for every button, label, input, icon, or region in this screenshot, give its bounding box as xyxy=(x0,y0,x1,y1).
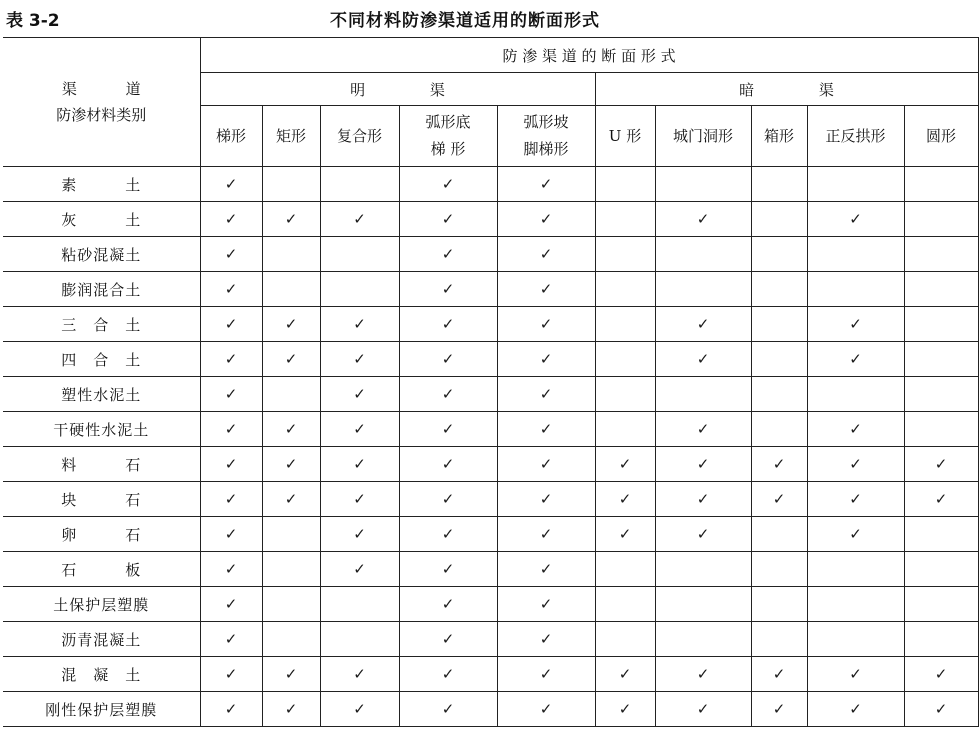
column-header-label-line2: 脚梯形 xyxy=(523,140,569,158)
empty-cell xyxy=(904,517,978,552)
check-mark-cell: ✓ xyxy=(200,167,262,202)
check-mark-cell: ✓ xyxy=(320,412,399,447)
empty-cell xyxy=(262,272,320,307)
check-mark-cell: ✓ xyxy=(262,482,320,517)
empty-cell xyxy=(595,237,655,272)
check-mark-cell: ✓ xyxy=(200,482,262,517)
check-mark-cell: ✓ xyxy=(595,517,655,552)
check-mark-cell: ✓ xyxy=(320,692,399,727)
check-mark-cell: ✓ xyxy=(655,657,751,692)
check-mark-cell: ✓ xyxy=(399,237,497,272)
empty-cell xyxy=(751,412,807,447)
empty-cell xyxy=(595,202,655,237)
empty-cell xyxy=(904,377,978,412)
check-mark-cell: ✓ xyxy=(655,447,751,482)
check-mark-cell: ✓ xyxy=(399,412,497,447)
column-header-box xyxy=(751,106,807,167)
corner-header-channel: 渠 道 xyxy=(61,80,163,98)
check-mark-cell: ✓ xyxy=(807,482,904,517)
empty-cell xyxy=(595,167,655,202)
material-label: 三 合 土 xyxy=(3,307,200,342)
check-mark-cell: ✓ xyxy=(399,272,497,307)
check-mark-cell: ✓ xyxy=(595,657,655,692)
check-mark-cell: ✓ xyxy=(497,272,595,307)
empty-cell xyxy=(320,272,399,307)
covered-channel-label: 暗 渠 xyxy=(739,80,834,99)
table-row xyxy=(3,412,978,447)
empty-cell xyxy=(751,342,807,377)
check-mark-cell: ✓ xyxy=(904,447,978,482)
check-mark-cell: ✓ xyxy=(399,552,497,587)
check-mark-cell: ✓ xyxy=(399,342,497,377)
check-mark-cell: ✓ xyxy=(807,447,904,482)
empty-cell xyxy=(904,552,978,587)
table-row xyxy=(3,167,978,202)
material-section-table xyxy=(3,37,979,727)
check-mark-cell: ✓ xyxy=(200,307,262,342)
empty-cell xyxy=(655,237,751,272)
empty-cell xyxy=(595,622,655,657)
material-label: 刚性保护层塑膜 xyxy=(3,692,200,727)
check-mark-cell: ✓ xyxy=(200,692,262,727)
empty-cell xyxy=(320,237,399,272)
check-mark-cell: ✓ xyxy=(320,342,399,377)
check-mark-cell: ✓ xyxy=(751,482,807,517)
check-mark-cell: ✓ xyxy=(497,202,595,237)
table-row xyxy=(3,692,978,727)
check-mark-cell: ✓ xyxy=(497,307,595,342)
material-label: 塑性水泥土 xyxy=(3,377,200,412)
check-mark-cell: ✓ xyxy=(200,517,262,552)
check-mark-cell: ✓ xyxy=(497,517,595,552)
check-mark-cell: ✓ xyxy=(751,692,807,727)
material-label: 干硬性水泥土 xyxy=(3,412,200,447)
check-mark-cell: ✓ xyxy=(262,412,320,447)
empty-cell xyxy=(904,622,978,657)
check-mark-cell: ✓ xyxy=(904,692,978,727)
table-title: 不同材料防渗渠道适用的断面形式 xyxy=(330,11,600,31)
check-mark-cell: ✓ xyxy=(497,587,595,622)
empty-cell xyxy=(655,622,751,657)
empty-cell xyxy=(904,342,978,377)
empty-cell xyxy=(595,342,655,377)
empty-cell xyxy=(751,377,807,412)
empty-cell xyxy=(655,587,751,622)
check-mark-cell: ✓ xyxy=(399,447,497,482)
empty-cell xyxy=(751,167,807,202)
column-header-label: 城门洞形 xyxy=(672,126,733,145)
check-mark-cell: ✓ xyxy=(655,517,751,552)
check-mark-cell: ✓ xyxy=(807,342,904,377)
material-label: 粘砂混凝土 xyxy=(3,237,200,272)
empty-cell xyxy=(751,622,807,657)
page-header xyxy=(0,0,980,38)
check-mark-cell: ✓ xyxy=(320,377,399,412)
check-mark-cell: ✓ xyxy=(200,447,262,482)
empty-cell xyxy=(262,552,320,587)
check-mark-cell: ✓ xyxy=(497,447,595,482)
check-mark-cell: ✓ xyxy=(904,482,978,517)
check-mark-cell: ✓ xyxy=(200,412,262,447)
empty-cell xyxy=(655,377,751,412)
check-mark-cell: ✓ xyxy=(807,202,904,237)
check-mark-cell: ✓ xyxy=(497,552,595,587)
column-header-label: 弧形底 xyxy=(425,113,471,131)
check-mark-cell: ✓ xyxy=(262,447,320,482)
empty-cell xyxy=(595,587,655,622)
check-mark-cell: ✓ xyxy=(200,342,262,377)
check-mark-cell: ✓ xyxy=(200,202,262,237)
check-mark-cell: ✓ xyxy=(751,447,807,482)
empty-cell xyxy=(904,587,978,622)
check-mark-cell: ✓ xyxy=(320,447,399,482)
empty-cell xyxy=(262,587,320,622)
check-mark-cell: ✓ xyxy=(262,657,320,692)
table-row xyxy=(3,377,978,412)
table-row xyxy=(3,482,978,517)
table-row xyxy=(3,342,978,377)
column-header-label: U 形 xyxy=(608,126,642,145)
column-header-reverse-arch xyxy=(807,106,904,167)
check-mark-cell: ✓ xyxy=(399,482,497,517)
empty-cell xyxy=(807,377,904,412)
check-mark-cell: ✓ xyxy=(320,657,399,692)
table-row xyxy=(3,622,978,657)
check-mark-cell: ✓ xyxy=(595,447,655,482)
empty-cell xyxy=(262,622,320,657)
empty-cell xyxy=(807,622,904,657)
column-header-label: 圆形 xyxy=(926,126,957,145)
check-mark-cell: ✓ xyxy=(807,517,904,552)
table-row xyxy=(3,447,978,482)
check-mark-cell: ✓ xyxy=(320,202,399,237)
empty-cell xyxy=(655,167,751,202)
empty-cell xyxy=(904,167,978,202)
check-mark-cell: ✓ xyxy=(497,657,595,692)
column-header-label: 梯形 xyxy=(215,126,246,145)
table-row xyxy=(3,657,978,692)
check-mark-cell: ✓ xyxy=(200,587,262,622)
check-mark-cell: ✓ xyxy=(497,622,595,657)
check-mark-cell: ✓ xyxy=(200,622,262,657)
check-mark-cell: ✓ xyxy=(262,307,320,342)
section-form-header: 防 渗 渠 道 的 断 面 形 式 xyxy=(200,38,978,73)
empty-cell xyxy=(904,307,978,342)
empty-cell xyxy=(751,552,807,587)
empty-cell xyxy=(262,517,320,552)
material-label: 沥青混凝土 xyxy=(3,622,200,657)
table-row xyxy=(3,587,978,622)
material-label: 卵 石 xyxy=(3,517,200,552)
column-header-u-shape xyxy=(595,106,655,167)
check-mark-cell: ✓ xyxy=(497,412,595,447)
empty-cell xyxy=(904,202,978,237)
check-mark-cell: ✓ xyxy=(655,307,751,342)
check-mark-cell: ✓ xyxy=(200,552,262,587)
table-row xyxy=(3,517,978,552)
material-label: 灰 土 xyxy=(3,202,200,237)
corner-header-material: 防渗材料类别 xyxy=(56,106,147,124)
material-label: 膨润混合土 xyxy=(3,272,200,307)
table-row xyxy=(3,202,978,237)
empty-cell xyxy=(595,552,655,587)
check-mark-cell: ✓ xyxy=(497,692,595,727)
empty-cell xyxy=(807,167,904,202)
check-mark-cell: ✓ xyxy=(399,167,497,202)
check-mark-cell: ✓ xyxy=(497,482,595,517)
column-header-label: 矩形 xyxy=(275,126,306,145)
empty-cell xyxy=(262,167,320,202)
material-label: 石 板 xyxy=(3,552,200,587)
material-label: 块 石 xyxy=(3,482,200,517)
corner-header xyxy=(3,38,200,167)
empty-cell xyxy=(595,412,655,447)
check-mark-cell: ✓ xyxy=(497,377,595,412)
check-mark-cell: ✓ xyxy=(655,692,751,727)
empty-cell xyxy=(320,622,399,657)
check-mark-cell: ✓ xyxy=(200,272,262,307)
check-mark-cell: ✓ xyxy=(320,307,399,342)
check-mark-cell: ✓ xyxy=(655,202,751,237)
empty-cell xyxy=(904,272,978,307)
material-label: 土保护层塑膜 xyxy=(3,587,200,622)
covered-channel-header xyxy=(595,73,978,106)
check-mark-cell: ✓ xyxy=(262,202,320,237)
check-mark-cell: ✓ xyxy=(807,307,904,342)
material-label: 素 土 xyxy=(3,167,200,202)
check-mark-cell: ✓ xyxy=(497,167,595,202)
column-header-label: 弧形坡 xyxy=(523,113,569,131)
empty-cell xyxy=(807,552,904,587)
empty-cell xyxy=(751,202,807,237)
column-header-label: 复合形 xyxy=(336,126,382,145)
check-mark-cell: ✓ xyxy=(399,517,497,552)
column-header-city-gate-tunnel xyxy=(655,106,751,167)
column-header-label-line2: 梯 形 xyxy=(430,140,466,158)
empty-cell xyxy=(751,272,807,307)
check-mark-cell: ✓ xyxy=(595,482,655,517)
check-mark-cell: ✓ xyxy=(807,412,904,447)
check-mark-cell: ✓ xyxy=(262,342,320,377)
check-mark-cell: ✓ xyxy=(399,377,497,412)
empty-cell xyxy=(807,237,904,272)
column-header-trapezoid xyxy=(200,106,262,167)
empty-cell xyxy=(751,517,807,552)
check-mark-cell: ✓ xyxy=(399,202,497,237)
check-mark-cell: ✓ xyxy=(320,517,399,552)
column-header-label: 正反拱形 xyxy=(825,126,886,145)
empty-cell xyxy=(595,377,655,412)
column-header-arc-toe-trapezoid xyxy=(497,106,595,167)
empty-cell xyxy=(655,272,751,307)
check-mark-cell: ✓ xyxy=(399,657,497,692)
material-label: 四 合 土 xyxy=(3,342,200,377)
check-mark-cell: ✓ xyxy=(655,342,751,377)
table-row xyxy=(3,237,978,272)
table-number: 表 3-2 xyxy=(6,11,60,31)
column-header-rectangle xyxy=(262,106,320,167)
empty-cell xyxy=(595,307,655,342)
check-mark-cell: ✓ xyxy=(399,307,497,342)
check-mark-cell: ✓ xyxy=(320,482,399,517)
table-row xyxy=(3,552,978,587)
empty-cell xyxy=(320,167,399,202)
empty-cell xyxy=(320,587,399,622)
empty-cell xyxy=(751,307,807,342)
check-mark-cell: ✓ xyxy=(904,657,978,692)
check-mark-cell: ✓ xyxy=(807,692,904,727)
open-channel-header xyxy=(200,73,595,106)
column-header-composite xyxy=(320,106,399,167)
column-header-circle xyxy=(904,106,978,167)
empty-cell xyxy=(262,377,320,412)
open-channel-label: 明 渠 xyxy=(350,80,445,99)
check-mark-cell: ✓ xyxy=(200,377,262,412)
empty-cell xyxy=(807,272,904,307)
check-mark-cell: ✓ xyxy=(399,692,497,727)
empty-cell xyxy=(655,552,751,587)
check-mark-cell: ✓ xyxy=(655,482,751,517)
material-label: 料 石 xyxy=(3,447,200,482)
table-row xyxy=(3,307,978,342)
check-mark-cell: ✓ xyxy=(655,412,751,447)
check-mark-cell: ✓ xyxy=(200,657,262,692)
check-mark-cell: ✓ xyxy=(807,657,904,692)
empty-cell xyxy=(751,237,807,272)
check-mark-cell: ✓ xyxy=(751,657,807,692)
table-row xyxy=(3,272,978,307)
check-mark-cell: ✓ xyxy=(320,552,399,587)
material-label: 混 凝 土 xyxy=(3,657,200,692)
check-mark-cell: ✓ xyxy=(200,237,262,272)
empty-cell xyxy=(595,272,655,307)
empty-cell xyxy=(904,412,978,447)
empty-cell xyxy=(262,237,320,272)
check-mark-cell: ✓ xyxy=(497,237,595,272)
empty-cell xyxy=(904,237,978,272)
check-mark-cell: ✓ xyxy=(262,692,320,727)
check-mark-cell: ✓ xyxy=(399,622,497,657)
column-header-label: 箱形 xyxy=(763,126,794,145)
empty-cell xyxy=(751,587,807,622)
empty-cell xyxy=(807,587,904,622)
check-mark-cell: ✓ xyxy=(595,692,655,727)
check-mark-cell: ✓ xyxy=(399,587,497,622)
column-header-arc-bottom-trapezoid xyxy=(399,106,497,167)
check-mark-cell: ✓ xyxy=(497,342,595,377)
